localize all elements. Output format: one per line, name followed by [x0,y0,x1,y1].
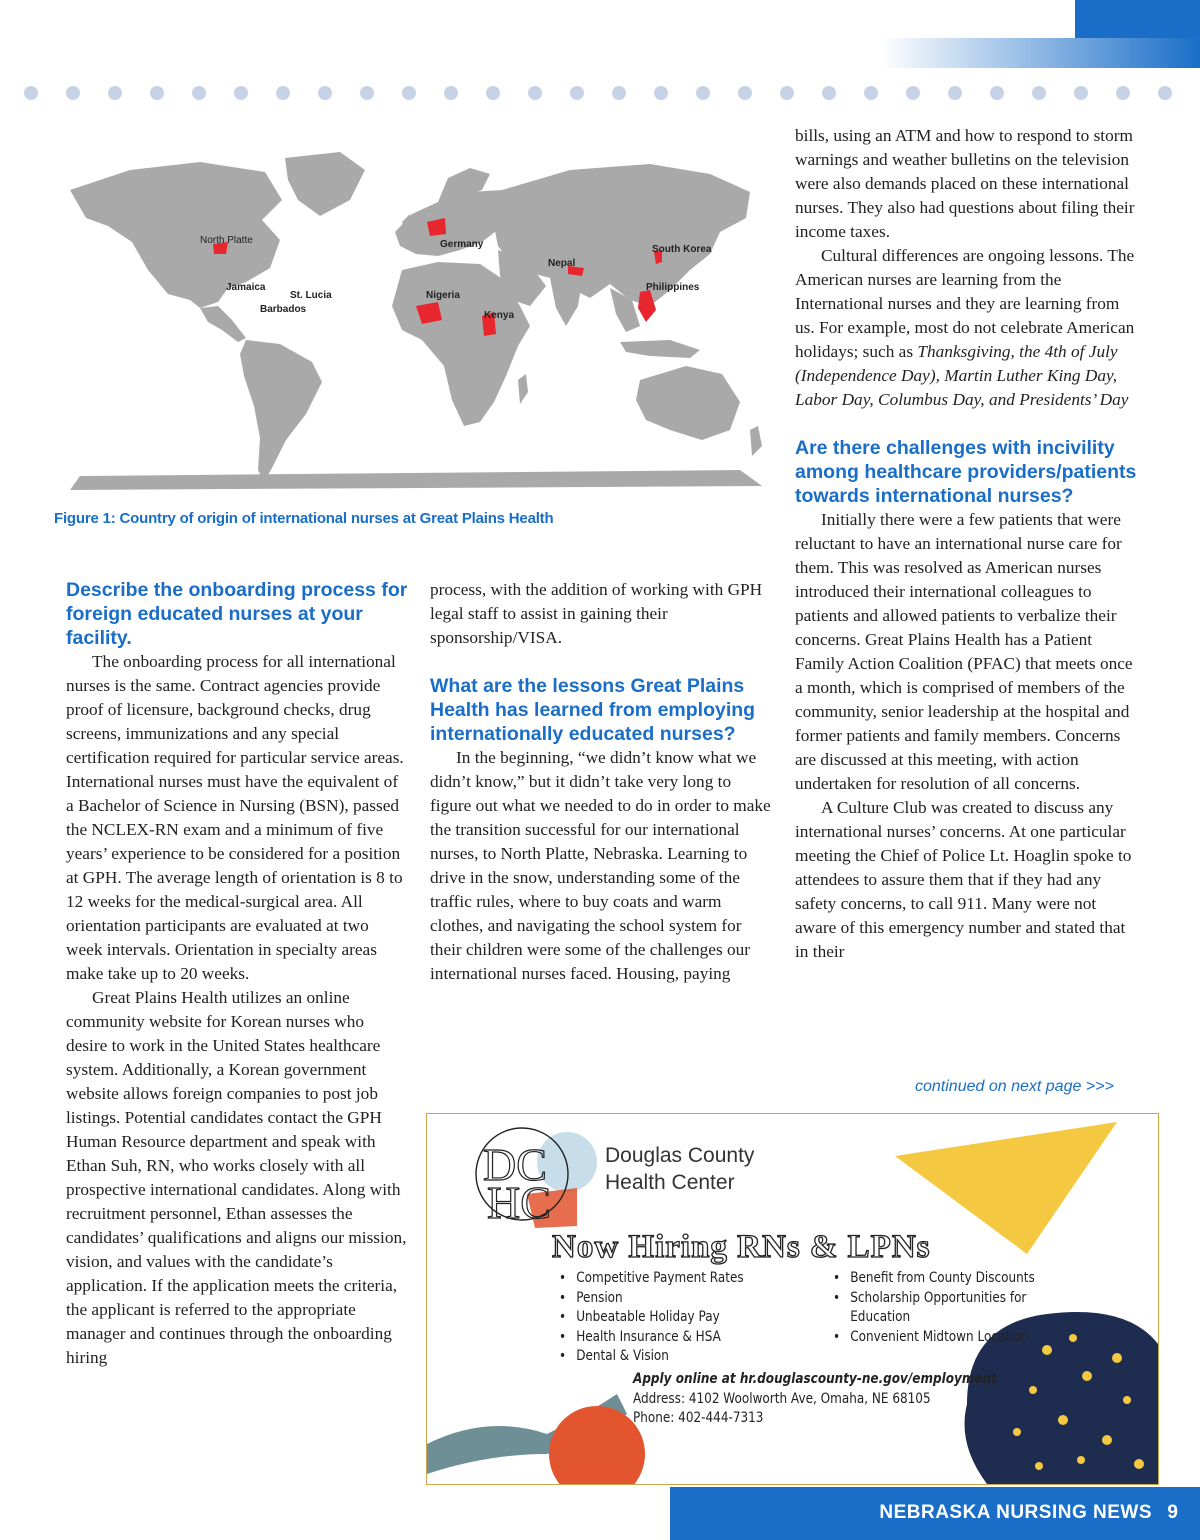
dot [192,86,206,100]
benefits-list-right [833,1269,1074,1347]
dot [234,86,248,100]
benefits-list-left [559,1269,783,1367]
dot [486,86,500,100]
dot [864,86,878,100]
logo-letters-top: DC [483,1139,547,1190]
paragraph-lessons-1-cont: bills, using an ATM and how to respond to storm warnings and weather bulletins on the television were also demands placed on these international nurses. They also had questions about filing their income taxes. [795,126,1135,241]
map-label-germany: Germany [440,239,484,250]
holiday-list: Thanksgiving, the 4th of July (Independence Day), Martin Luther King Day, Labor Day, Columbus Day, and Presidents’ Day [795,342,1129,409]
dot [402,86,416,100]
dot [570,86,584,100]
figure-caption: Figure 1: Country of origin of international nurses at Great Plains Health [54,510,554,527]
dot [696,86,710,100]
paragraph-lessons-2 [795,244,1140,412]
dot [780,86,794,100]
map-label-north-platte: North Platte [200,235,253,246]
dot [318,86,332,100]
map-label-kenya: Kenya [484,310,515,321]
article-column-2 [430,578,772,986]
page-number: 9 [1167,1502,1178,1523]
benefit-item: • Competitive Payment Rates [559,1269,783,1289]
dot [612,86,626,100]
section-heading-onboarding: Describe the onboarding process for foreign educated nurses at your facility. [66,579,408,649]
map-label-nepal: Nepal [548,258,576,269]
paragraph-incivility-1: Initially there were a few patients that were reluctant to have an international nurse care for them. This was resolved as American nurses introduced their international colleagues to patients and allowed patients to verbalize their concerns. Great Plains Health has a Patient Family Action Coalition (PFAC) that meets once a month, which is comprised of members of the community, senior leadership at the hospital and former patients and family members. Concerns are discussed at this meeting, with action undertaken for resolution of all concerns. [795,510,1133,793]
map-label-jamaica: Jamaica [226,282,266,293]
footer-bar [670,1487,1200,1540]
section-heading-incivility: Are there challenges with incivility among healthcare providers/patients towards international nurses? [795,437,1137,507]
ad-phone: Phone: 402-444-7313 [633,1410,764,1426]
logo-letters-bottom: HC [487,1177,551,1228]
dot [822,86,836,100]
ad-organization [605,1142,754,1196]
dot [108,86,122,100]
paragraph-onboarding-2: Great Plains Health utilizes an online community website for Korean nurses who desire to work in the United States healthcare system. Additionally, a Korean government website allows foreign companies to post job listings. Potential candidates contact the GPH Human Resource department and speak with Ethan Suh, RN, who works closely with all prospective international candidates. Along with recruitment personnel, Ethan assesses the candidates’ qualifications and aligns our mission, vision, and values with the candidate’s application. If the application meets the criteria, the applicant is referred to the appropriate manager and continues through the onboarding hiring [66,988,407,1367]
paragraph-lessons-2-text: Cultural differences are ongoing lessons. The American nurses are learning from the International nurses and they are learning from us. For example, most do not celebrate American holidays; such as [795,246,1135,361]
dot [66,86,80,100]
orange-circle [549,1406,645,1484]
dot [276,86,290,100]
dot [1116,86,1130,100]
job-advertisement [426,1113,1159,1485]
benefit-item: • Health Insurance & HSA [559,1328,783,1348]
dot [1032,86,1046,100]
dot [360,86,374,100]
dot [654,86,668,100]
dot [906,86,920,100]
map-label-philippines: Philippines [646,282,700,293]
ad-contact-info [633,1370,997,1429]
paragraph-onboarding-1: The onboarding process for all international nurses is the same. Contract agencies provide proof of licensure, background checks, drug screens, immunizations and any special certification required for particular service areas. International nurses must have the equivalent of a Bachelor of Science in Nursing (BSN), passed the NCLEX-RN exam and a minimum of five years’ experience to be considered for a position at GPH. The average length of orientation is 8 to 12 weeks for the medical-surgical area. All orientation participants are evaluated at two week intervals. Orientation in specialty areas make take up to 20 weeks. [66,652,404,983]
article-column-3 [795,124,1140,964]
dot [738,86,752,100]
benefit-item: • Convenient Midtown Location [833,1328,1074,1348]
section-heading-lessons: What are the lessons Great Plains Health has learned from employing internationally educated nurses? [430,675,756,745]
benefit-item: • Scholarship Opportunities for Education [833,1289,1074,1328]
continued-link[interactable]: continued on next page >>> [915,1078,1114,1095]
ad-org-line-2: Health Center [605,1171,735,1194]
dot [948,86,962,100]
dot [528,86,542,100]
benefit-item: • Unbeatable Holiday Pay [559,1308,783,1328]
paragraph-lessons-1: In the beginning, “we didn’t know what we didn’t know,” but it didn’t take very long to figure out what we needed to do in order to make the transition successful for our international nurses, to North Platte, Nebraska. Learning to drive in the snow, understanding some of the traffic rules, where to buy coats and warm clothes, and navigating the school system for their children were some of the challenges our international nurses faced. Housing, paying [430,748,771,983]
dot [1158,86,1172,100]
map-land [70,152,762,490]
top-gradient-bar [880,38,1200,68]
ad-org-line-1: Douglas County [605,1144,755,1167]
dot [24,86,38,100]
map-label-nigeria: Nigeria [426,290,460,301]
dot [444,86,458,100]
benefit-item: • Benefit from County Discounts [833,1269,1074,1289]
map-label-south-korea: South Korea [652,244,712,255]
apply-online-link[interactable]: Apply online at hr.douglascounty-ne.gov/employment [633,1371,997,1387]
dot-rule [24,86,1184,104]
map-label-st-lucia: St. Lucia [290,290,332,301]
top-accent-bar [1075,0,1200,38]
ad-headline: Now Hiring RNs & LPNs [552,1229,931,1265]
article-column-1 [66,578,408,1370]
benefit-item: • Pension [559,1289,783,1309]
dot [990,86,1004,100]
map-label-barbados: Barbados [260,304,307,315]
publication-name: NEBRASKA NURSING NEWS [879,1502,1152,1523]
world-map [50,130,770,492]
dot [1074,86,1088,100]
ad-address: Address: 4102 Woolworth Ave, Omaha, NE 68105 [633,1390,931,1407]
paragraph-incivility-2: A Culture Club was created to discuss any international nurses’ concerns. At one particular meeting the Chief of Police Lt. Hoaglin spoke to attendees to assure them that if they had any safety concerns, to call 911. Many were not aware of this emergency number and stated that in their [795,798,1132,961]
dot [150,86,164,100]
paragraph-onboarding-2-cont: process, with the addition of working with GPH legal staff to assist in gaining their sponsorship/VISA. [430,580,763,647]
benefit-item: • Dental & Vision [559,1347,783,1367]
